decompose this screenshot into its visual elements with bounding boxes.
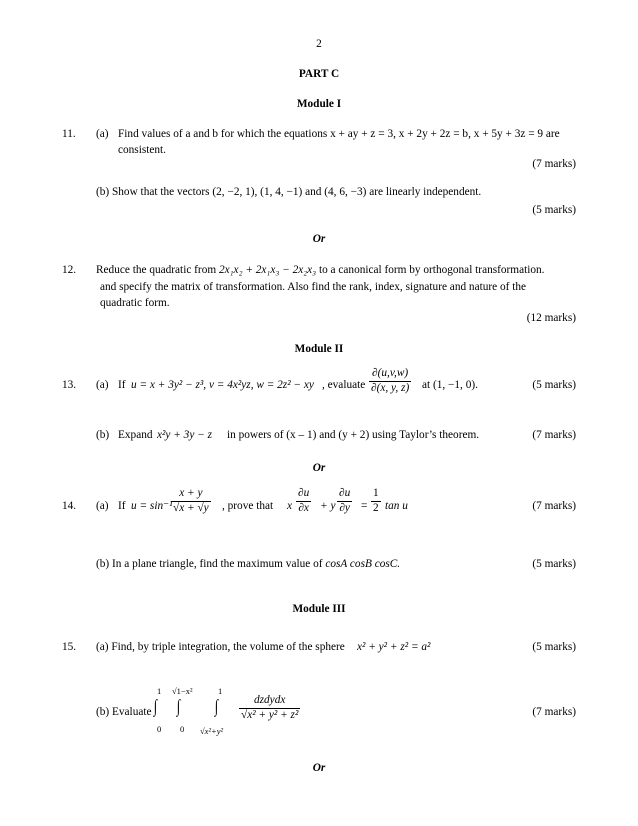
or-separator-3: Or <box>312 762 326 774</box>
q14a-plus-y: + y <box>320 500 336 512</box>
q15b-integrand <box>236 694 303 722</box>
or-separator-1: Or <box>312 233 326 245</box>
q14b-text: (b) In a plane triangle, find the maximum value of <box>96 558 323 570</box>
q13b-marks: (7 marks) <box>532 429 576 441</box>
q14-number: 14. <box>62 500 77 512</box>
q13b-text: in powers of (x – 1) and (y + 2) using Taylor’s theorem. <box>227 429 480 441</box>
q12-marks: (12 marks) <box>526 312 576 324</box>
q14a-du-dx <box>293 487 314 515</box>
q13a-equations: u = x + 3y² − z³, v = 4x²yz, w = 2z² − xy <box>131 379 314 391</box>
q14a-prove: , prove that <box>222 500 274 512</box>
q14a-denominator: √x + √y <box>173 501 209 514</box>
q12-line-3: quadratic form. <box>100 297 170 309</box>
q13b-expression: x²y + 3y − z <box>157 429 213 441</box>
q14a-equals: = <box>361 500 368 512</box>
jacobian-numerator: ∂(u,v,w) <box>369 367 411 382</box>
q14a-x: x <box>287 500 293 512</box>
q11-number: 11. <box>62 128 76 140</box>
integral-sign-3: ∫ <box>214 696 219 716</box>
module-1-heading: Module I <box>296 98 342 110</box>
int3-upper: 1 <box>218 686 223 696</box>
q14b-marks: (5 marks) <box>532 558 576 570</box>
jacobian-denominator: ∂(x, y, z) <box>371 381 410 394</box>
q13a-label: (a) <box>96 379 109 391</box>
q11a-text: Find values of a and b for which the equations x + ay + z = 3, x + 2y + 2z = b, x + 5y + 3z = 9 are <box>118 128 560 140</box>
q11b-text: (b) Show that the vectors (2, −2, 1), (1, 4, −1) and (4, 6, −3) are linearly independent. <box>96 186 482 198</box>
q13b-expand: Expand <box>118 429 153 441</box>
module-3-heading: Module III <box>292 603 346 615</box>
q11a-text-cont: consistent. <box>118 144 167 156</box>
part-heading: PART C <box>298 68 340 80</box>
q13b-label: (b) <box>96 429 110 441</box>
q15a-marks: (5 marks) <box>532 641 576 653</box>
q15b-marks: (7 marks) <box>532 706 576 718</box>
q12-text-a: Reduce the quadratic from <box>96 264 217 276</box>
q11b-marks: (5 marks) <box>532 204 576 216</box>
q12-line-2: and specify the matrix of transformation. Also find the rank, index, signature and nature of the <box>100 281 527 293</box>
q13a-if: If <box>118 379 126 391</box>
integrand-numerator: dzdydx <box>239 694 300 709</box>
q14a-label: (a) <box>96 500 109 512</box>
q14a-lhs: u = sin⁻¹ <box>131 500 173 512</box>
module-2-heading: Module II <box>294 343 344 355</box>
du-over-dx-num: ∂u <box>296 487 311 502</box>
q13a-evaluate: , evaluate <box>322 379 366 391</box>
int3-lower: √x²+y² <box>200 726 224 736</box>
q12-formula: 2x₁x₂ + 2x₁x₃ − 2x₂x₃ <box>218 264 317 276</box>
q15a-text: (a) Find, by triple integration, the volume of the sphere <box>96 641 345 653</box>
q14a-du-dy <box>334 487 355 515</box>
half-num: 1 <box>371 487 381 502</box>
q14a-marks: (7 marks) <box>532 500 576 512</box>
q12-number: 12. <box>62 264 77 276</box>
q13a-marks: (5 marks) <box>532 379 576 391</box>
q14a-fraction <box>168 487 214 515</box>
q14a-half <box>368 487 384 515</box>
integral-sign-2: ∫ <box>176 696 181 716</box>
int1-upper: 1 <box>157 686 162 696</box>
integral-sign-1: ∫ <box>153 696 158 716</box>
du-over-dy-den: ∂y <box>339 501 350 514</box>
q14b-line <box>96 558 400 572</box>
q11a-marks: (7 marks) <box>532 158 576 170</box>
du-over-dx-den: ∂x <box>298 501 309 514</box>
q12-text-b: to a canonical form by orthogonal transformation. <box>318 264 545 276</box>
q14a-numerator: x + y <box>171 487 211 502</box>
du-over-dy-num: ∂u <box>337 487 352 502</box>
q14a-tan: tan u <box>385 500 408 512</box>
q13a-point: at (1, −1, 0). <box>422 379 478 391</box>
q15-number: 15. <box>62 641 77 653</box>
q14a-if: If <box>118 500 126 512</box>
page-number: 2 <box>316 38 322 50</box>
q13-number: 13. <box>62 379 77 391</box>
half-den: 2 <box>373 501 379 514</box>
int2-lower: 0 <box>180 724 185 734</box>
int2-upper: √1−x² <box>172 686 193 696</box>
int1-lower: 0 <box>157 724 162 734</box>
or-separator-2: Or <box>312 462 326 474</box>
q11a-label: (a) <box>96 128 109 140</box>
q15b-label: (b) Evaluate <box>96 706 152 718</box>
q13a-jacobian <box>366 367 414 395</box>
integrand-denominator: √x² + y² + z² <box>241 708 299 721</box>
q14b-expression: cosA cosB cosC. <box>325 558 401 570</box>
q15a-sphere-equation: x² + y² + z² = a² <box>357 641 431 653</box>
q12-line-1 <box>96 264 545 278</box>
